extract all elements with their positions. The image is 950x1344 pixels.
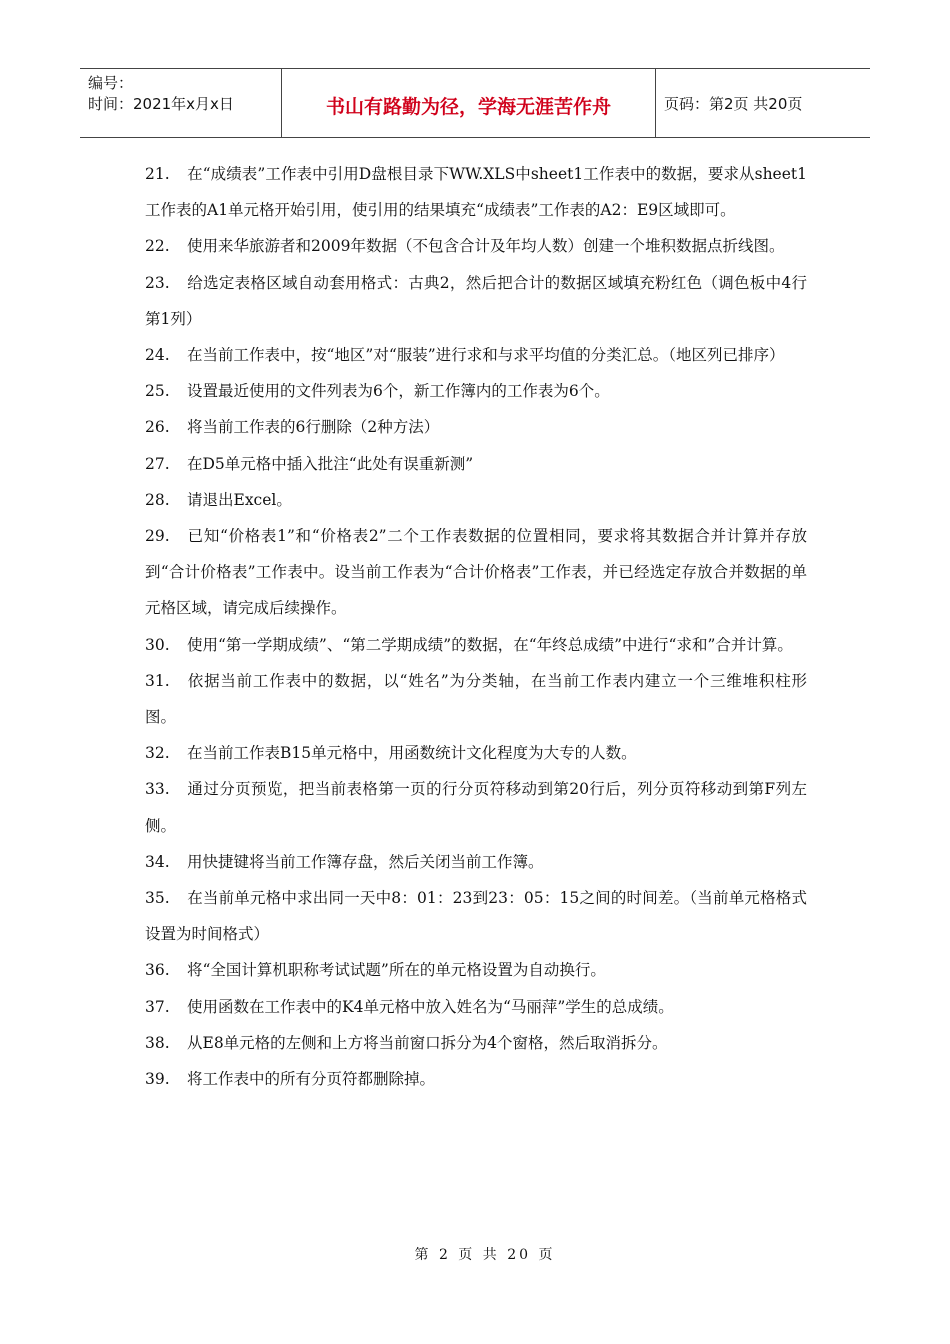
question-number: 27. — [145, 454, 170, 473]
question-item — [145, 663, 807, 735]
question-text: 将当前工作表的6行删除（2种方法） — [187, 418, 440, 437]
question-item — [145, 337, 807, 373]
question-text: 从E8单元格的左侧和上方将当前窗口拆分为4个窗格，然后取消拆分。 — [187, 1033, 668, 1052]
question-text: 用快捷键将当前工作簿存盘，然后关闭当前工作簿。 — [187, 852, 544, 871]
question-text: 通过分页预览，把当前表格第一页的行分页符移动到第20行后，列分页符移动到第F列左侧。 — [145, 780, 807, 835]
question-text: 设置最近使用的文件列表为6个，新工作簿内的工作表为6个。 — [187, 382, 610, 401]
question-item — [145, 482, 807, 518]
question-item — [145, 844, 807, 880]
question-number: 28. — [145, 490, 170, 509]
header-page-info: 页码：第2页 共20页 — [664, 94, 803, 113]
question-text: 在“成绩表”工作表中引用D盘根目录下WW.XLS中sheet1工作表中的数据，要求从sheet1工作表的A1单元格开始引用，使引用的结果填充“成绩表”工作表的A2：E9区域即可。 — [145, 165, 807, 220]
question-text: 在D5单元格中插入批注“此处有误重新测” — [187, 454, 474, 473]
question-number: 30. — [145, 635, 170, 654]
question-number: 22. — [145, 237, 170, 256]
question-item — [145, 518, 807, 627]
question-number: 33. — [145, 780, 170, 799]
question-text: 给选定表格区域自动套用格式：古典2，然后把合计的数据区域填充粉红色（调色板中4行第1列） — [145, 273, 807, 328]
question-item — [145, 952, 807, 988]
question-number: 23. — [145, 273, 170, 292]
question-number: 25. — [145, 382, 170, 401]
page-footer: 第 2 页 共 20 页 — [414, 1247, 556, 1263]
question-number: 37. — [145, 997, 170, 1016]
question-number: 39. — [145, 1070, 170, 1089]
question-item — [145, 409, 807, 445]
question-item — [145, 265, 807, 337]
question-item — [145, 880, 807, 952]
question-item — [145, 373, 807, 409]
question-text: 请退出Excel。 — [187, 490, 292, 509]
question-number: 38. — [145, 1033, 170, 1052]
question-text: 使用“第一学期成绩”、“第二学期成绩”的数据，在“年终总成绩”中进行“求和”合并计算。 — [187, 635, 793, 654]
question-text: 在当前工作表中，按“地区”对“服装”进行求和与求平均值的分类汇总。（地区列已排序） — [187, 346, 785, 365]
question-text: 将“全国计算机职称考试试题”所在的单元格设置为自动换行。 — [187, 961, 606, 980]
question-item — [145, 1061, 807, 1097]
question-item — [145, 446, 807, 482]
question-text: 将工作表中的所有分页符都删除掉。 — [187, 1070, 436, 1089]
question-number: 29. — [145, 527, 170, 546]
question-list — [145, 156, 807, 1097]
question-text: 在当前单元格中求出同一天中8：01：23到23：05：15之间的时间差。（当前单元格格式设置为时间格式） — [145, 889, 807, 944]
question-text: 依据当前工作表中的数据，以“姓名”为分类轴，在当前工作表内建立一个三维堆积柱形图。 — [145, 671, 807, 727]
question-text: 在当前工作表B15单元格中，用函数统计文化程度为大专的人数。 — [187, 744, 637, 763]
question-number: 34. — [145, 852, 170, 871]
question-item — [145, 228, 807, 264]
question-text: 已知“价格表1”和“价格表2”二个工作表数据的位置相同，要求将其数据合并计算并存放到“合计价格表”工作表中。设当前工作表为“合计价格表”工作表，并已经选定存放合并数据的单元格区域，请完成后续操作。 — [145, 527, 807, 618]
question-item — [145, 735, 807, 771]
header-meta — [80, 69, 282, 137]
question-number: 26. — [145, 418, 170, 437]
question-number: 35. — [145, 889, 170, 908]
question-item — [145, 1025, 807, 1061]
question-item — [145, 989, 807, 1025]
question-number: 32. — [145, 744, 170, 763]
question-text: 使用函数在工作表中的K4单元格中放入姓名为“马丽萍”学生的总成绩。 — [187, 997, 674, 1016]
question-number: 24. — [145, 346, 170, 365]
question-item — [145, 156, 807, 228]
question-number: 31. — [145, 671, 170, 690]
question-item — [145, 627, 807, 663]
question-number: 21. — [145, 165, 170, 183]
question-item — [145, 771, 807, 843]
header-motto: 书山有路勤为径，学海无涯苦作舟 — [282, 69, 656, 137]
header-code-label: 编号： — [88, 74, 134, 92]
header-date-label: 时间：2021年x月x日 — [88, 95, 234, 113]
page-header — [80, 68, 870, 138]
question-text: 使用来华旅游者和2009年数据（不包含合计及年均人数）创建一个堆积数据点折线图。 — [187, 237, 785, 256]
question-number: 36. — [145, 961, 170, 980]
